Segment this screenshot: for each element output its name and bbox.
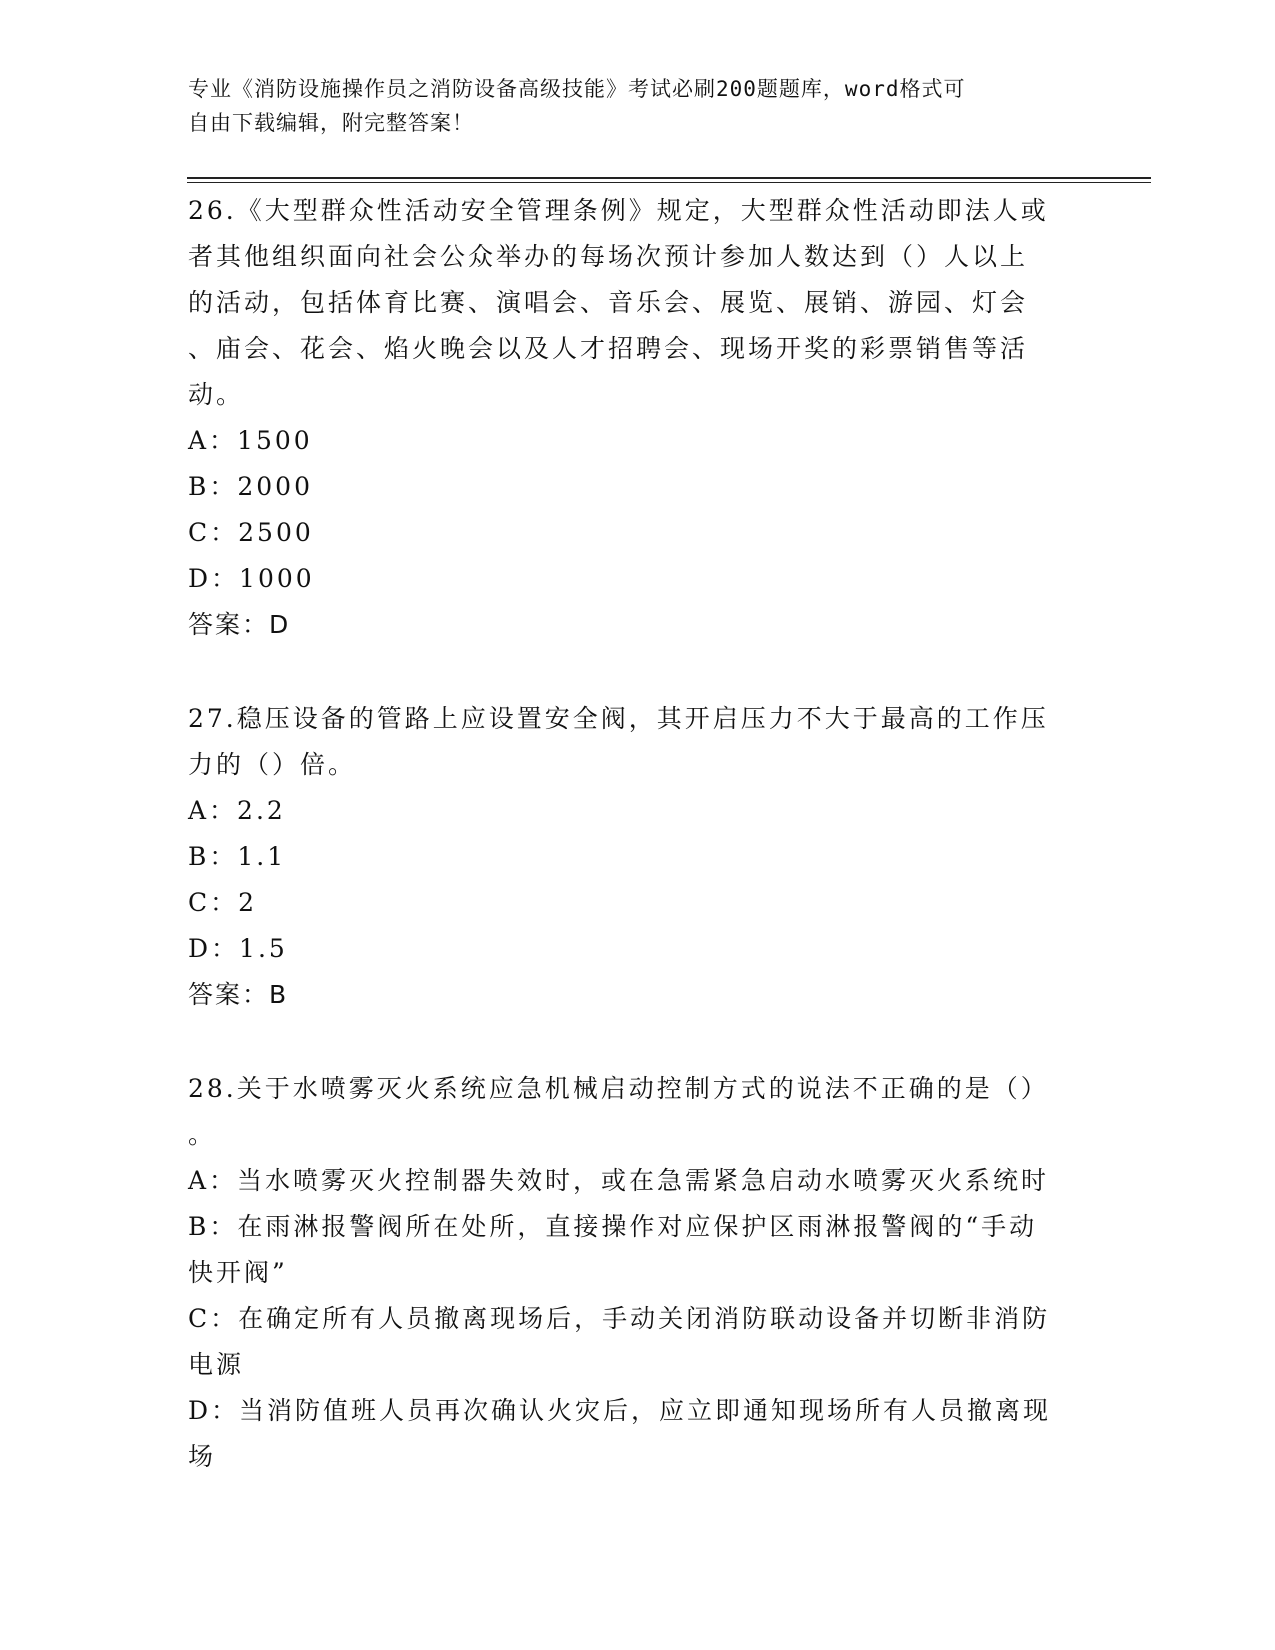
option-c: C：2 — [188, 888, 258, 917]
option-a: A：1500 — [188, 426, 313, 455]
header-line-1: 专业《消防设施操作员之消防设备高级技能》考试必刷200题题库，word格式可 — [188, 77, 966, 101]
stem-line: 28.关于水喷雾灭火系统应急机械启动控制方式的说法不正确的是（） — [188, 1074, 1049, 1103]
stem-line: 、庙会、花会、焰火晚会以及人才招聘会、现场开奖的彩票销售等活 — [188, 334, 1029, 363]
question-28 — [188, 1066, 1088, 1480]
option-d: D：1000 — [188, 564, 315, 593]
option-b: B：2000 — [188, 472, 313, 501]
option-b: B：1.1 — [188, 842, 287, 871]
answer-line: 答案：D — [188, 610, 291, 639]
question-stem — [188, 188, 1068, 418]
question-stem — [188, 696, 1068, 788]
header-divider-thin — [187, 182, 1151, 183]
option-line: C：在确定所有人员撤离现场后，手动关闭消防联动设备并切断非消防 — [188, 1304, 1051, 1333]
stem-line: 动。 — [188, 380, 245, 409]
option-a: A：2.2 — [188, 796, 286, 825]
option-line: 场 — [188, 1442, 217, 1471]
stem-line: 27.稳压设备的管路上应设置安全阀，其开启压力不大于最高的工作压 — [188, 704, 1049, 733]
option-c — [188, 1296, 1088, 1388]
stem-line: 的活动，包括体育比赛、演唱会、音乐会、展览、展销、游园、灯会 — [188, 288, 1029, 317]
document-header — [188, 72, 1068, 140]
stem-line: 者其他组织面向社会公众举办的每场次预计参加人数达到（）人以上 — [188, 242, 1029, 271]
stem-line: 26.《大型群众性活动安全管理条例》规定，大型群众性活动即法人或 — [188, 196, 1049, 225]
question-stem — [188, 1066, 1068, 1158]
option-c: C：2500 — [188, 518, 314, 547]
option-line: A：当水喷雾灭火控制器失效时，或在急需紧急启动水喷雾灭火系统时 — [188, 1166, 1050, 1195]
option-a — [188, 1158, 1088, 1204]
header-line-2: 自由下载编辑，附完整答案！ — [188, 111, 474, 135]
option-line: 电源 — [188, 1350, 245, 1379]
option-line: 快开阀” — [188, 1258, 288, 1287]
option-line: D：当消防值班人员再次确认火灾后，应立即通知现场所有人员撤离现 — [188, 1396, 1052, 1425]
stem-line: 力的（）倍。 — [188, 750, 357, 779]
question-27 — [188, 696, 1088, 1018]
question-list — [188, 188, 1088, 1528]
question-26 — [188, 188, 1088, 648]
header-divider-thick — [187, 177, 1151, 179]
option-line: B：在雨淋报警阀所在处所，直接操作对应保护区雨淋报警阀的“手动 — [188, 1212, 1038, 1241]
stem-line: 。 — [188, 1120, 217, 1149]
option-d: D：1.5 — [188, 934, 288, 963]
answer-line: 答案：B — [188, 980, 289, 1009]
option-b — [188, 1204, 1088, 1296]
option-d — [188, 1388, 1088, 1480]
